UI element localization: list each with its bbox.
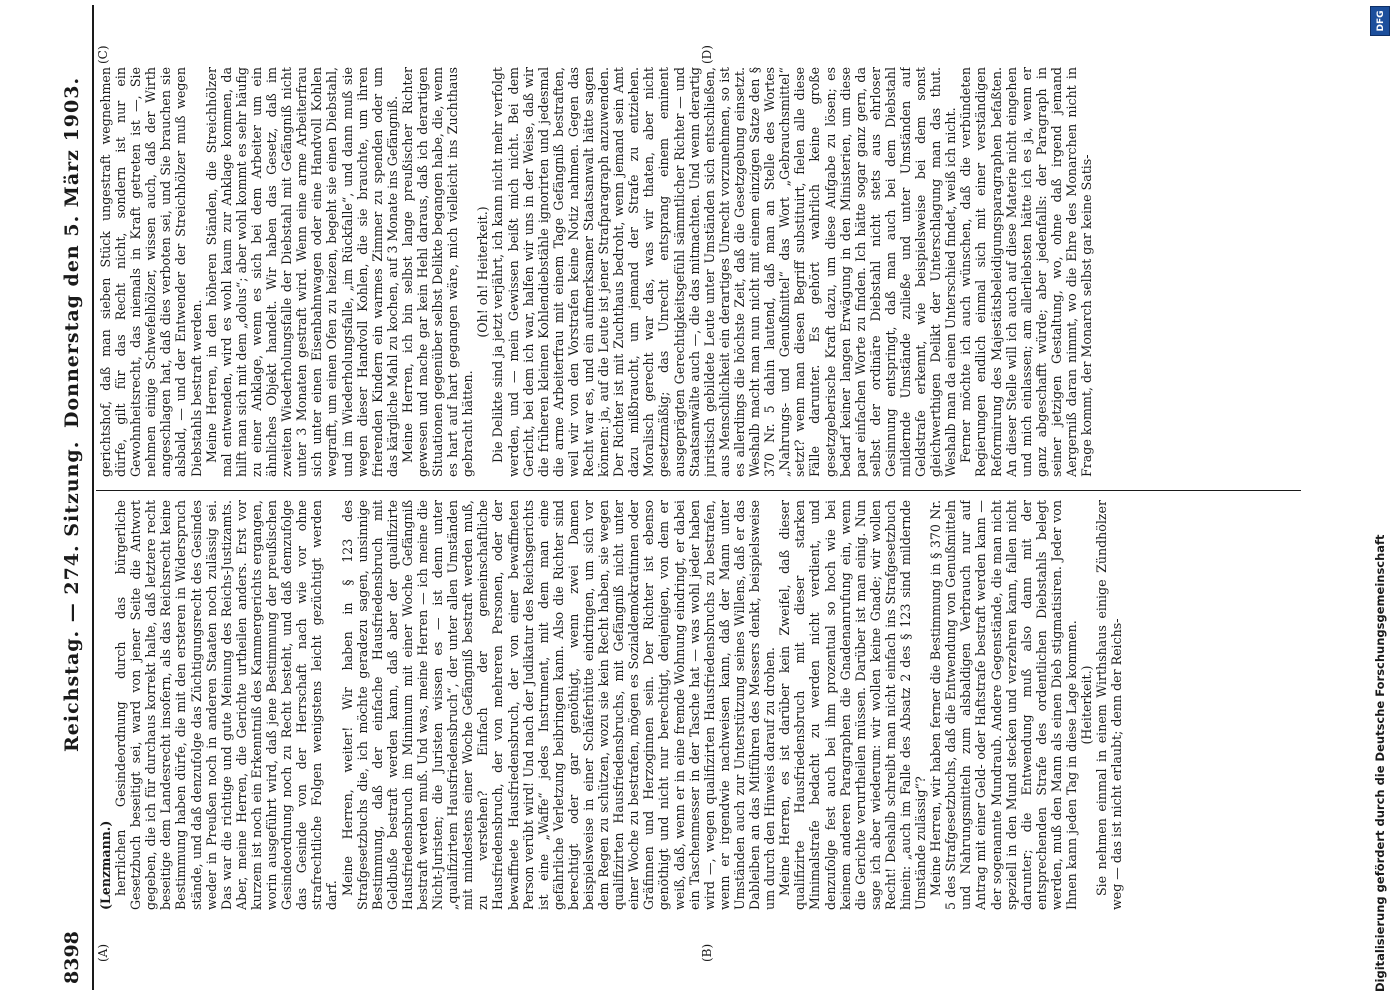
header-date: Donnerstag den 5. März 1903. — [61, 76, 83, 428]
paragraph: Meine Herren, wir haben ferner die Bestimmung in § 370 Nr. 5 des Strafgesetzbuchs, daß die Entwendung von Genußmitteln und Nahrungsmitteln zum alsbaldigen Verbrauch nur auf Antrag mit einer Geld- oder Haftstrafe bestraft werden kann — der sogenannte Mundraub. Andere Gegenstände, die man nicht speziell in den Mund stecken und verzehren kann, fallen nicht darunter; die Entwendung muß also dann mit der entsprechenden Strafe des ordentlichen Diebstahls belegt werden, muß den Mann als einen Dieb stigmatisiren. Jeder von Ihnen kann jeden Tag in diese Lage kommen. — [928, 500, 1079, 910]
paragraph: Ferner möchte ich auch wünschen, daß die verbündeten Regierungen endlich einmal sich mit einer verständigen Reformirung des Majestätsbeleidigungsparagraphen befaßten. An dieser Stelle will ich auch auf diese Materie nicht eingehen und mich einlassen; am allerliebsten hätte ich es ja, wenn er ganz abgeschafft würde; aber jedenfalls: der Paragraph in seiner jetzigen Gestaltung, wo, ohne daß irgend jemand Aergerniß daran nimmt, wo die Ehre des Monarchen nicht in Frage kommt, der Monarch selbst gar keine Satis- — [958, 67, 1095, 477]
dfg-logo-text: DFG — [1376, 10, 1386, 32]
interjection: (Heiterkeit.) — [1079, 665, 1095, 745]
header-title: Reichstag. — 274. Sitzung. — [61, 440, 83, 752]
header-rule — [92, 5, 94, 990]
speaker-name: (Lenzmann.) — [98, 820, 113, 910]
paragraph: Meine Herren, ich bin selbst lange preußischer Richter gewesen und mache gar kein Hehl daraus, daß ich derartigen Situationen gegenüber selbst Delikte begangen habe, die, wenn es hart auf hart gegangen wäre, mich vielleicht ins Zuchthaus gebracht hätten. — [399, 67, 476, 477]
paragraph: Meine Herren, es ist darüber kein Zweifel, daß dieser qualifizirte Hausfriedensbruch mit dieser starken Minimalstrafe bedacht zu werden nicht verdient, und denzufolge fest auch bei ihm prozentual so hoch wie bei keinem anderen Paragraphen die Gnadenanrufung ein, wenn die Gerichte verurtheilen müssen. Darüber ist man einig. Nun sage ich aber wiederum: wir wollen keine Gnade; wir wollen Recht! Deshalb schreibt man nicht einfach ins Strafgesetzbuch hinein: „auch im Falle des Absatz 2 des § 123 sind mildernde Umstände zulässig“? — [777, 500, 929, 910]
margin-marker-b: (B) — [700, 943, 714, 962]
left-column — [98, 500, 1298, 910]
paragraph: Meine Herren, weiter! Wir haben in § 123 des Strafgesetzbuchs die, ich möchte geradezu sagen, unsinnige Bestimmung, daß der einfache Hausfriedensbruch mit Geldbuße bestraft werden kann, daß aber der qualifizirte Hausfriedensbruch im Minimum mit einer Woche Gefängniß bestraft werden muß. Und was, meine Herren — ich meine die Nicht-Juristen; die Juristen wissen es — ist denn unter „qualifizirtem Hausfriedensbruch“, der unter allen Umständen mit mindestens einer Woche Gefängniß bestraft werden muß, zu verstehen? Einfach der gemeinschaftliche Hausfriedensbruch, der von mehreren Personen, oder der bewaffnete Hausfriedensbruch, der von einer bewaffneten Person verübt wird! Und nach der Judikatur des Reichsgerichts ist eine „Waffe“ jedes Instrument, mit dem man eine gefährliche Verletzung beibringen kann. Also die Richter sind berechtigt oder gar genöthigt, wenn zwei Damen beispielsweise in einer Schäferhütte eindringen, um sich vor dem Regen zu schützen, wozu sie kein Recht haben, sie wegen qualifizirten Hausfriedensbruchs, mit Gefängniß nicht unter einer Woche zu bestrafen, mögen es Sozialdemokratinnen oder Gräfinnen und Herzoginnen sein. Der Richter ist ebenso genöthigt und nicht nur berechtigt, denjenigen, von dem er weiß, daß, wenn er in eine fremde Wohnung eindringt, er dabei ein Taschenmesser in der Tasche hat — was wohl jeder haben wird —, wegen qualifizirten Hausfriedensbruchs zu bestrafen, wenn er irgendwie nachweisen kann, daß der Mann unter Umständen auch zur Unterstützung seines Willens, daß er das Dableiben an das Mitführen des Messers denkt, beispielsweise um durch den Hinweis darauf zu drohen. — [339, 500, 778, 910]
paragraph: Die Delikte sind ja jetzt verjährt, ich kann nicht mehr verfolgt werden, und — mein Gewissen beißt mich nicht. Bei dem Gericht, bei dem ich war, halfen wir uns in der Weise, daß wir die früheren kleinen Kohlendiebstähle ignorirten und jedesmal die arme Arbeiterfrau mit einem Tage Gefängniß bestraften, weil wir von den Vorstrafen keine Notiz nahmen. Gegen das Recht war es, und ein aufmerksamer Staatsanwalt hätte sagen können: ja, auf die Leute ist jener Strafparagraph anzuwenden. Der Richter ist mit Zuchthaus bedroht, wenn jemand sein Amt dazu mißbraucht, um jemand der Strafe zu entziehen. Moralisch gerecht war das, was wir thaten, aber nicht gesetzmäßig; das Unrecht entsprang einem eminent ausgeprägten Gerechtigkeitsgefühl sämmtlicher Richter — und Staatsanwälte auch —, die das mitmachten. Und wenn derartig juristisch gebildete Leute unter Umständen sich entschließen, aus Menschlichkeit ein derartiges Unrecht vorzunehmen, so ist es allerdings die höchste Zeit, daß die Gesetzgebung einsetzt. Weshalb macht man nun nicht mit einem einzigen Satze den § 370 Nr. 5 dahin lautend, daß man an Stelle des Wortes „Nahrungs- und Genußmittel“ das Wort „Gebrauchsmittel“ setzt? wenn man diesen Begriff substituirt, fielen alle diese Fälle darunter. Es gehört wahrlich keine große gesetzgeberische Kraft dazu, um diese Aufgabe zu lösen; es bedarf keiner langen Erwägung in den Ministerien, um diese paar einfachen Worte zu finden. Ich hätte sogar ganz gern, da selbst der ordinäre Diebstahl nicht stets aus ehrloser Gesinnung entspringt, daß man auch bei dem Diebstahl mildernde Umstände zuließe und unter Umständen auf Geldstrafe erkennt, wie beispielsweise bei dem sonst gleichwerthigen Delikt der Unterschlagung man das thut. Weshalb man da einen Unterschied findet, weiß ich nicht. — [490, 67, 959, 477]
margin-marker-c: (C) — [96, 45, 110, 64]
paragraph: Meine Herren, in den höheren Ständen, die Streichhölzer mal entwenden, wird es wohl kaum zur Anklage kommen, da hilft man sich mit dem „dolus“; aber wohl kommt es sehr häufig zu einer Anklage, wenn es sich bei dem Arbeiter um ein ähnliches Objekt handelt. Wir haben das Gesetz, daß im zweiten Wiederholungsfalle der Diebstahl mit Gefängniß nicht unter 3 Monaten gestraft wird. Wenn eine arme Arbeiterfrau sich unter einen Eisenbahnwagen oder eine Handvoll Kohlen wegrafft, um einen Ofen zu heizen, begeht sie einen Diebstahl, und im Wiederholungsfalle, „im Rückfalle“, und dann muß sie wegen dieser Handvoll Kohlen, die sie brauchte, um ihren frierenden Kindern ein warmes Zimmer zu spenden oder um das kärgliche Mahl zu kochen, auf 3 Monate ins Gefängniß. — [203, 67, 400, 477]
column-divider — [96, 490, 1301, 491]
margin-marker-a: (A) — [96, 943, 110, 962]
digitization-credit: Digitalisierung gefördert durch die Deutsche Forschungsgemeinschaft — [1373, 534, 1387, 992]
page-number: 8398 — [61, 931, 83, 984]
margin-marker-d: (D) — [700, 45, 714, 64]
paragraph: gerichtshof, daß man sieben Stück ungestraft wegnehmen dürfe, gilt für das Recht nicht, sondern ist nur ein Gewohnheitsrecht, das niemals in Kraft getreten ist —, Sie nehmen einige Schwefelhölzer, wissen auch, daß der Wirth angeschlagen hat, daß dies verboten sei, und Sie brauchen sie alsbald, — und der Entwender der Streichhölzer muß wegen Diebstahls bestraft werden. — [98, 67, 204, 477]
running-header — [56, 2, 88, 992]
interjection: (Oh! oh! Heiterkeit.) — [475, 206, 491, 338]
paragraph: herrlichen Gesindeordnung durch das bürgerliche Gesetzbuch beseitigt sei, ward von jener Seite die Antwort gegeben, die ich für durchaus korrekt halte, daß letztere recht beseitige dem Landesrecht insofern, als das Reichsrecht keine Bestimmung haben dürfe, die mit den ersteren in Widerspruch stände, und daß denzufolge das Züchtigungsrecht des Gesindes weder in Preußen noch in anderen Staaten noch zulässig sei. Das war die richtige und gute Meinung des Reichs-Justizamts. Aber, meine Herren, die Gerichte urtheilen anders. Erst vor kurzem ist noch ein Erkenntniß des Kammergerichts ergangen, worin ausgeführt wird, daß jene Bestimmung der preußischen Gesindeordnung noch zu Recht besteht, und daß demzufolge das Gesinde von der Herrschaft nach wie vor ohne strafrechtliche Folgen wenigstens leicht gezüchtigt werden darf. — [113, 500, 340, 910]
right-column — [98, 67, 1298, 477]
paragraph: Sie nehmen einmal in einem Wirthshaus einige Zündhölzer weg — das ist nicht erlaubt; denn der Reichs- — [1094, 500, 1125, 910]
